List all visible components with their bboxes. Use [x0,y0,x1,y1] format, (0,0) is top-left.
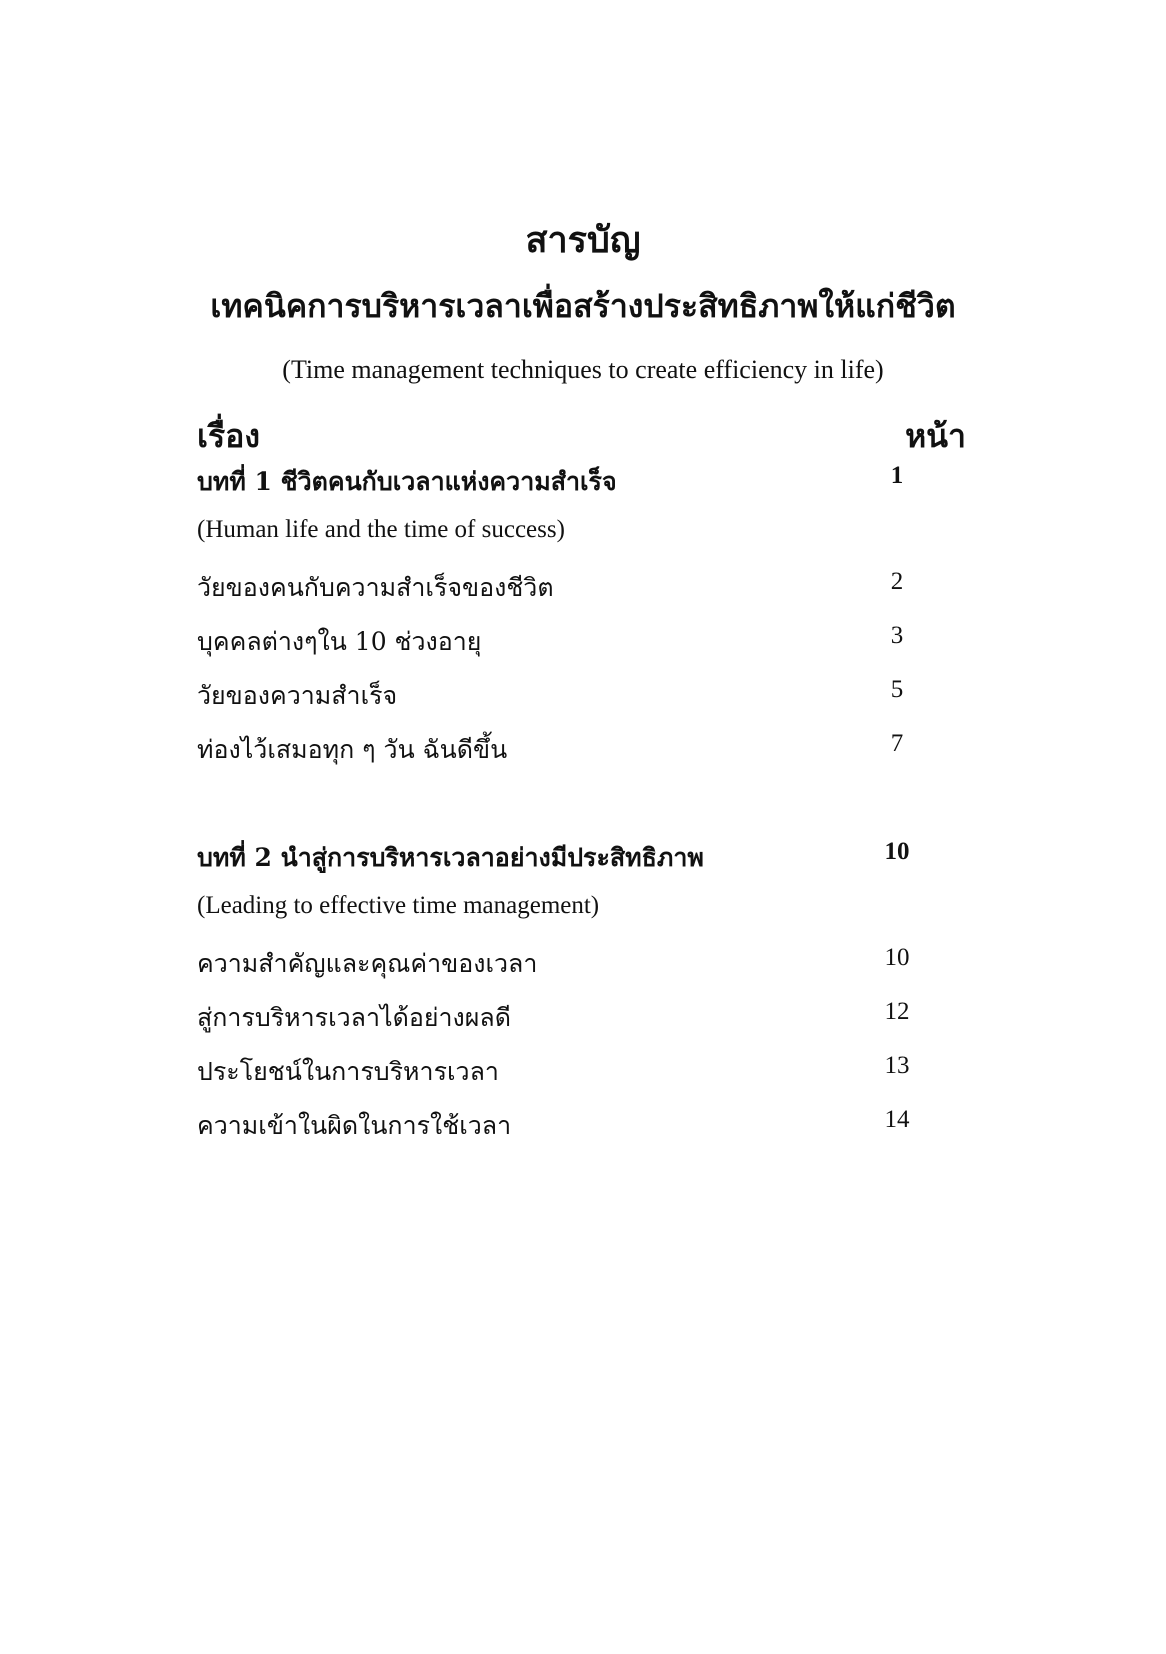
entry-title: ท่องไว้เสมอทุก ๆ วัน ฉันดีขึ้น [197,735,508,764]
page-number: 12 [884,998,910,1025]
page-number: 10 [884,944,910,971]
entry-title: ความเข้าในผิดในการใช้เวลา [197,1111,512,1140]
toc-chapter-english [197,892,937,932]
page-number: 14 [884,1106,910,1133]
chapter-title: บทที่ 2 นำสู่การบริหารเวลาอย่างมีประสิทธิภาพ [197,843,704,872]
book-title: เทคนิคการบริหารเวลาเพื่อสร้างประสิทธิภาพให้แก่ชีวิต [210,287,956,325]
toc-entry-row[interactable] [197,944,937,984]
toc-entry-row[interactable] [197,676,937,716]
column-header-topic: เรื่อง [197,417,260,455]
entry-title: บุคคลต่างๆใน 10 ช่วงอายุ [197,627,482,656]
entry-title: ประโยชน์ในการบริหารเวลา [197,1057,499,1086]
book-title-english: (Time management techniques to create efficiency in life) [282,355,884,384]
toc-chapter-row[interactable] [197,838,937,878]
chapter-english-title: (Human life and the time of success) [197,516,565,543]
page-number: 3 [890,622,904,649]
entry-title: สู่การบริหารเวลาได้อย่างผลดี [197,1003,511,1032]
toc-entry-row[interactable] [197,1106,937,1146]
page-number: 13 [884,1052,910,1079]
toc-entry-row[interactable] [197,998,937,1038]
entry-title: ความสำคัญและคุณค่าของเวลา [197,949,538,978]
toc-entry-row[interactable] [197,1052,937,1092]
toc-entry-row[interactable] [197,622,937,662]
column-header-page: หน้า [905,417,966,455]
toc-entry-row[interactable] [197,730,937,770]
page-number: 10 [884,838,910,865]
page-number: 5 [890,676,904,703]
toc-entry-row[interactable] [197,568,937,608]
toc-chapter-english [197,516,937,556]
page-number: 2 [890,568,904,595]
entry-title: วัยของคนกับความสำเร็จของชีวิต [197,573,554,602]
page-number: 7 [890,730,904,757]
toc-title: สารบัญ [525,219,641,261]
page-number: 1 [890,462,904,489]
entry-title: วัยของความสำเร็จ [197,681,398,710]
chapter-english-title: (Leading to effective time management) [197,892,600,919]
toc-chapter-row[interactable] [197,462,937,502]
chapter-title: บทที่ 1 ชีวิตคนกับเวลาแห่งความสำเร็จ [197,467,617,496]
